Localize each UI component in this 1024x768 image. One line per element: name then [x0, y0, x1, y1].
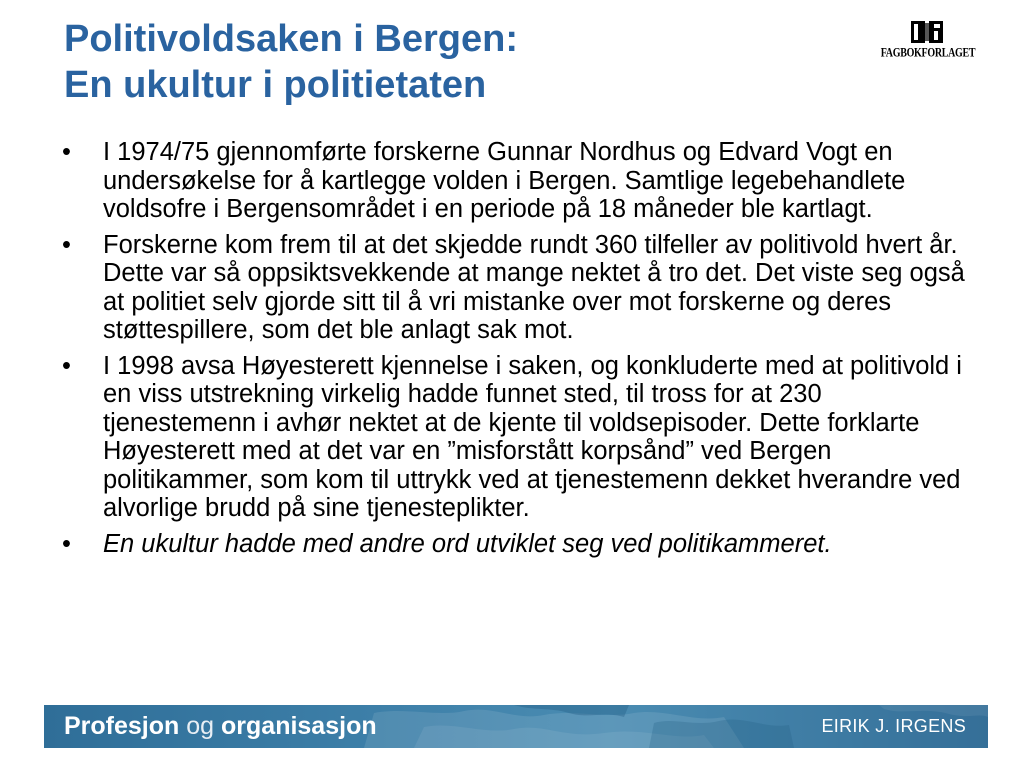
bullet-marker: •	[62, 138, 71, 166]
publisher-logo	[880, 18, 976, 66]
publisher-logo-text: FAGBOKFORLAGET	[880, 46, 976, 61]
bullet-item	[56, 352, 976, 523]
bullet-text: I 1974/75 gjennomførte forskerne Gunnar Nordhus og Edvard Vogt en undersøkelse for å kartlegge volden i Bergen. Samtlige legebehandlete voldsofre i Bergensområdet i en periode på 18 måneder ble kartlagt.	[103, 138, 906, 223]
bullet-marker: •	[62, 351, 71, 380]
bullet-text: Forskerne kom frem til at det skjedde rundt 360 tilfeller av politivold hvert år. Dette var så oppsiktsvekkende at mange nektet å tro det. Det viste seg også at politiet selv gjorde sitt til å vri mistanke over mot forskerne og deres støttespillere, som det ble anlagt sak mot.	[103, 230, 965, 344]
slide-title-line-1: Politivoldsaken i Bergen:	[64, 18, 518, 60]
bullet-item	[56, 231, 976, 345]
footer-title-word-1: Profesjon	[64, 712, 180, 740]
bullet-list	[56, 138, 976, 565]
footer-banner	[44, 705, 988, 748]
bullet-marker: •	[62, 529, 71, 558]
footer-author: EIRIK J. IRGENS	[821, 716, 966, 736]
slide-title	[64, 16, 518, 108]
bullet-item	[56, 138, 976, 224]
slide-title-line-2: En ukultur i politietaten	[64, 64, 487, 106]
bullet-text: En ukultur hadde med andre ord utviklet seg ved politikammeret.	[103, 529, 832, 558]
bullet-marker: •	[62, 230, 71, 259]
footer-title-word-3: organisasjon	[221, 712, 377, 740]
footer-course-title	[64, 711, 377, 741]
book-icon	[910, 20, 944, 44]
footer-title-word-2: og	[186, 712, 215, 740]
bullet-item	[56, 530, 976, 559]
bullet-text: I 1998 avsa Høyesterett kjennelse i saken, og konkluderte med at politivold i en viss utstrekning virkelig hadde funnet sted, til tross for at 230 tjenestemenn i avhør nektet at de kjente til voldsepisoder. Dette forklarte Høyesterett med at det var en ”misforstått korpsånd” ved Bergen politikammer, som kom til uttrykk ved at tjenestemenn dekket hverandre ved alvorlige brudd på sine tjenesteplikter.	[103, 351, 962, 522]
